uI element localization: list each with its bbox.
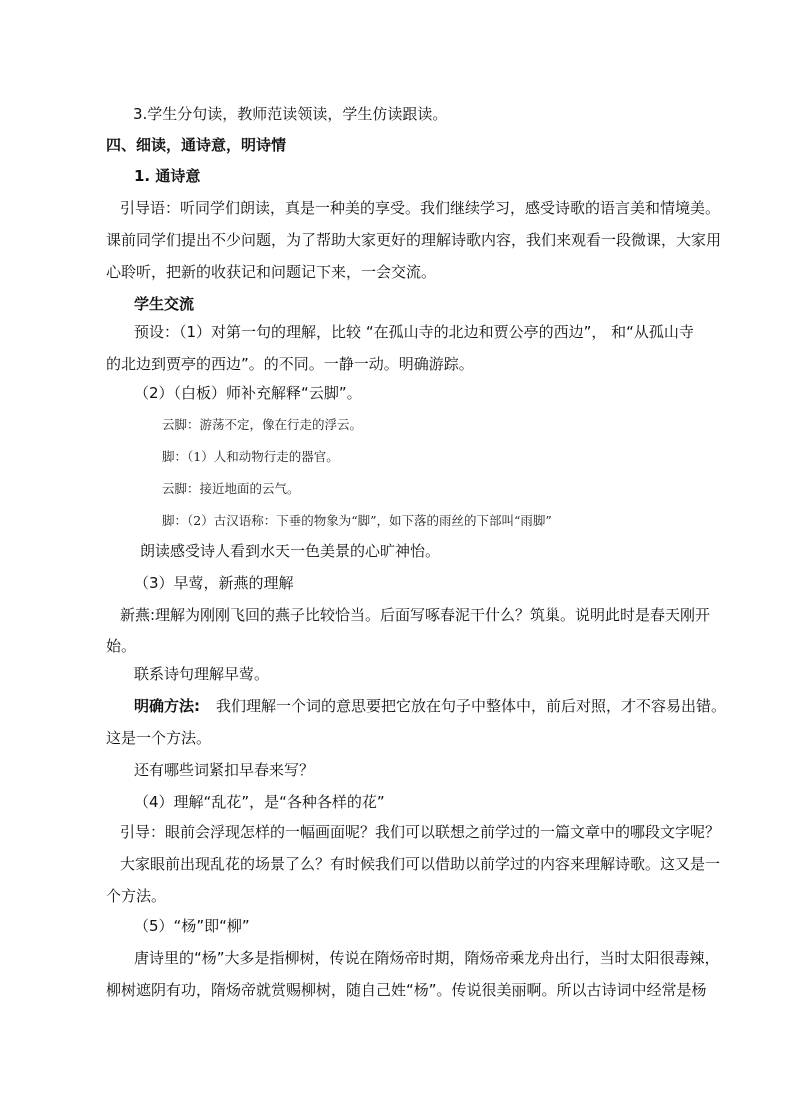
paragraph-line: 心聆听，把新的收获记和问题记下来，一会交流。 — [106, 263, 437, 281]
paragraph-line: 引导：眼前会浮现怎样的一幅画面呢？我们可以联想之前学过的一篇文章中的哪段文字呢？ — [120, 823, 721, 841]
paragraph-line: 的北边到贾亭的西边”。的不同。一静一动。明确游踪。 — [106, 355, 474, 373]
paragraph-line: （3）早莺，新燕的理解 — [134, 574, 294, 592]
whiteboard-note: 云脚：接近地面的云气。 — [162, 481, 300, 496]
paragraph-line: （4）理解“乱花”，是“各种各样的花” — [134, 793, 385, 811]
paragraph-line: 新燕:理解为刚刚飞回的燕子比较恰当。后面写啄春泥干什么？筑巢。说明此时是春天刚开 — [120, 606, 711, 624]
method-label: 明确方法: — [134, 697, 200, 715]
paragraph-line: 预设：（1）对第一句的理解，比较 “在孤山寺的北边和贾公亭的西边”， 和“从孤山寺 — [134, 323, 694, 341]
section-4-heading: 四、细读，通诗意，明诗情 — [106, 136, 287, 154]
paragraph-line: 个方法。 — [106, 887, 167, 905]
paragraph-line: （5）“杨”即“柳” — [134, 917, 250, 935]
whiteboard-note: 脚：（2）古汉语称：下垂的物象为“脚”，如下落的雨丝的下部叫“雨脚” — [162, 513, 552, 528]
subsection-1-heading: 1. 通诗意 — [134, 167, 201, 185]
paragraph-line: 朗读感受诗人看到水天一色美景的心旷神怡。 — [140, 542, 441, 560]
whiteboard-note: 脚：（1）人和动物行走的器官。 — [162, 449, 339, 464]
paragraph-line: 始。 — [106, 637, 137, 655]
paragraph-line: 引导语：听同学们朗读，真是一种美的享受。我们继续学习，感受诗歌的语言美和情境美。 — [120, 199, 721, 217]
paragraph-line: 联系诗句理解早莺。 — [134, 665, 270, 683]
paragraph-line: 唐诗里的“杨”大多是指柳树，传说在隋炀帝时期，隋炀帝乘龙舟出行，当时太阳很毒辣， — [134, 949, 720, 967]
step-3-text: 3.学生分句读，教师范读领读，学生仿读跟读。 — [133, 105, 448, 123]
paragraph-line: 课前同学们提出不少问题，为了帮助大家更好的理解诗歌内容，我们来观看一段微课，大家用 — [106, 231, 722, 249]
paragraph-line: 大家眼前出现乱花的场景了么？有时候我们可以借助以前学过的内容来理解诗歌。这又是一 — [120, 855, 721, 873]
paragraph-line: 柳树遮阴有功，隋炀帝就赏赐柳树，随自己姓“杨”。传说很美丽啊。所以古诗词中经常是杨 — [106, 981, 707, 999]
paragraph-line: 这是一个方法。 — [106, 729, 212, 747]
whiteboard-note: 云脚：游荡不定，像在行走的浮云。 — [162, 417, 363, 432]
paragraph-line: 还有哪些词紧扣早春来写？ — [134, 761, 315, 779]
paragraph-line: 我们理解一个词的意思要把它放在句子中整体中，前后对照，才不容易出错。 — [216, 697, 727, 715]
paragraph-line: （2）（白板）师补充解释“云脚”。 — [134, 384, 362, 402]
student-exchange-label: 学生交流 — [134, 295, 195, 313]
